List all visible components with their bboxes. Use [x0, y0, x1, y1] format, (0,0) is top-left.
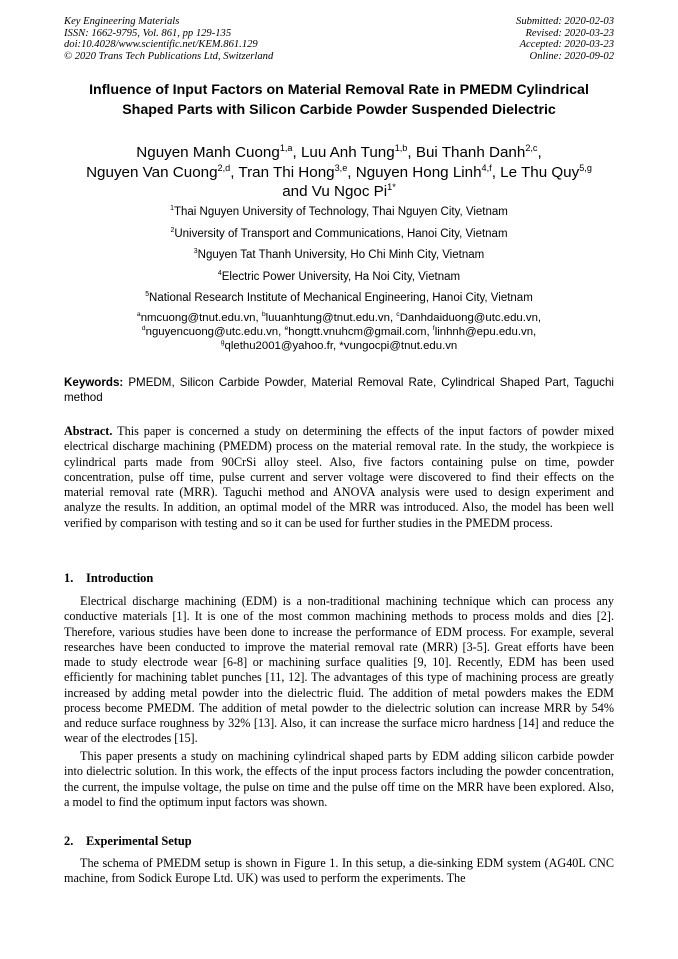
author-line-2: [50, 163, 628, 183]
keywords-label: Keywords:: [64, 376, 124, 389]
email-sup: b: [261, 311, 266, 319]
author-sup: 5,g: [579, 162, 592, 173]
abstract: [64, 424, 614, 531]
author-sep: ,: [537, 144, 542, 161]
body-paragraph: Electrical discharge machining (EDM) is a non-traditional machining technique which can process any conductive materials [1]. It is one of the most common machining methods to process molds and dies [2]. Therefore, various studies have been done to increase the performance of EDM process. For example, several researches have been conducted to improve the material removal rate (MRR) [3-5]. Great efforts have been made to study electrode wear [6-8] or machining surface qualities [9, 10]. Recently, EDM has been used efficiently for machining tablet punches [11, 12]. The advantages of this type of machining process are greatly increased by adding metal powder into the dielectric fluid. The addition of metal powders makes the EDM process become PMEDM. The addition of metal powder to the dielectric solution can increase MRR by 54% and reduce surface roughness by 32% [13]. Also, it can increase the surface micro hardness [14] and reduce the wear of the electrodes [15].: [64, 594, 614, 746]
author-name: Nguyen Hong Linh: [355, 163, 482, 181]
email-line-3: [64, 339, 614, 353]
author-name: Tran Thi Hong: [238, 163, 335, 181]
affiliation: [64, 291, 614, 313]
copyright-line: © 2020 Trans Tech Publications Ltd, Switzerland: [64, 50, 274, 62]
dates-info: [516, 16, 614, 62]
affiliation: [64, 270, 614, 292]
author-list: [50, 143, 628, 202]
author-sup: 1,b: [394, 142, 408, 153]
email-list: [64, 311, 614, 353]
affiliation-text: National Research Institute of Mechanical Engineering, Hanoi City, Vietnam: [149, 292, 533, 304]
doi-line: doi:10.4028/www.scientific.net/KEM.861.129: [64, 39, 258, 51]
email-address[interactable]: linhnh@epu.edu.vn,: [434, 326, 537, 338]
body-paragraph: This paper presents a study on machining cylindrical shaped parts by EDM adding silicon carbide powder into dielectric solution. In this work, the effects of the input process factors including the powder concentration, the current, the impulse voltage, the pulse on time and the pulse off time on the MRR have been explored. Also, a model to find the optimum input factors was shown.: [64, 749, 614, 809]
author-sep: ,: [292, 144, 301, 161]
section-number: 1.: [64, 571, 74, 585]
section-number: 2.: [64, 834, 74, 848]
affiliation-sup: 4: [217, 269, 222, 277]
author-sep: ,: [230, 163, 239, 181]
journal-name: Key Engineering Materials: [64, 16, 180, 27]
affiliation-sup: 1: [170, 205, 174, 213]
section-heading-introduction: [64, 571, 153, 586]
author-sup: 2,c: [525, 142, 538, 153]
abstract-text: This paper is concerned a study on determining the effects of the input factors of powder mixed electrical discharge machining (PMEDM) process on the material removal rate. In the study, the workpiece is cylindrical parts made from 90CrSi alloy steel. Also, five factors containing pulse on time, powder concentration, pulse off time, pulse current and server voltage were discovered to find their effects on the material removal rate (MRR). Taguchi method and ANOVA analysis were used to design experiment and analyze the results. In addition, an optimal model of the MRR was introduced. Also, the model has been well verified by comparison with testing and so it can be used for further studies in the PMEDM process.: [64, 424, 614, 530]
affiliation-text: University of Transport and Communications, Hanoi City, Vietnam: [174, 227, 508, 240]
author-name: Le Thu Quy: [500, 163, 580, 181]
paper-title: Influence of Input Factors on Material Removal Rate in PMEDM Cylindrical Shaped Parts with Silicon Carbide Powder Suspended Dielectric: [89, 82, 589, 118]
author-name: Nguyen Van Cuong: [86, 163, 218, 181]
email-line-1: [64, 311, 614, 325]
email-sup: d: [141, 325, 146, 333]
email-sup: g: [220, 339, 225, 347]
affiliation: [64, 205, 614, 227]
affiliation: [64, 248, 614, 270]
author-sep: ,: [407, 144, 416, 161]
email-address[interactable]: qlethu2001@yahoo.fr, *vungocpi@tnut.edu.vn: [224, 340, 458, 352]
keywords-text: PMEDM, Silicon Carbide Powder, Material Removal Rate, Cylindrical Shaped Part, Taguchi method: [64, 376, 614, 404]
abstract-label: Abstract.: [64, 424, 113, 438]
affiliation-sup: 5: [145, 291, 150, 299]
email-sup: c: [396, 311, 400, 319]
journal-info: [64, 16, 273, 62]
author-name: Bui Thanh Danh: [415, 144, 526, 161]
submitted-date: Submitted: 2020-02-03: [516, 16, 614, 27]
author-conjunction: and: [282, 183, 312, 200]
email-sup: a: [136, 311, 141, 319]
email-address[interactable]: nmcuong@tnut.edu.vn,: [140, 312, 262, 324]
email-sup: e: [284, 325, 289, 333]
author-sup: 2,d: [217, 162, 231, 173]
affiliation-sup: 2: [170, 226, 175, 234]
email-address[interactable]: hongtt.vnuhcm@gmail.com,: [288, 326, 433, 338]
affiliation-text: Thai Nguyen University of Technology, Thai Nguyen City, Vietnam: [173, 206, 508, 218]
issn-line: ISSN: 1662-9795, Vol. 861, pp 129-135: [64, 27, 232, 39]
email-address[interactable]: Danhdaiduong@utc.edu.vn,: [399, 312, 542, 324]
author-sup: 4,f: [481, 162, 492, 173]
author-name: Nguyen Manh Cuong: [136, 144, 280, 161]
affiliation: [64, 227, 614, 249]
section-title: Introduction: [86, 571, 154, 585]
revised-date: Revised: 2020-03-23: [525, 27, 614, 39]
email-sup: f: [432, 325, 435, 333]
author-line-1: [50, 143, 628, 163]
online-date: Online: 2020-09-02: [529, 50, 614, 62]
email-line-2: [64, 325, 614, 339]
author-sup: 1,a: [279, 142, 293, 153]
author-sep: ,: [491, 163, 501, 181]
author-line-3: [50, 182, 628, 202]
accepted-date: Accepted: 2020-03-23: [519, 39, 614, 51]
author-sup: 3,e: [334, 162, 348, 173]
author-sup: 1*: [387, 181, 396, 192]
email-address[interactable]: nguyencuong@utc.edu.vn,: [145, 326, 285, 338]
author-sep: ,: [347, 163, 356, 181]
affiliation-list: [64, 205, 614, 313]
affiliation-text: Electric Power University, Ha Noi City, Vietnam: [221, 270, 461, 283]
section-title: Experimental Setup: [86, 834, 192, 848]
affiliation-sup: 3: [193, 248, 198, 256]
keywords: [64, 376, 614, 405]
author-name: Luu Anh Tung: [300, 144, 395, 161]
section-heading-experimental-setup: [64, 834, 192, 849]
body-paragraph: The schema of PMEDM setup is shown in Figure 1. In this setup, a die-sinking EDM system (AG40L CNC machine, from Sodick Europe Ltd. UK) was used to perform the experiments. The: [64, 856, 614, 886]
author-name: Vu Ngoc Pi: [311, 183, 388, 200]
email-address[interactable]: luuanhtung@tnut.edu.vn,: [265, 312, 397, 324]
affiliation-text: Nguyen Tat Thanh University, Ho Chi Minh City, Vietnam: [197, 249, 485, 261]
